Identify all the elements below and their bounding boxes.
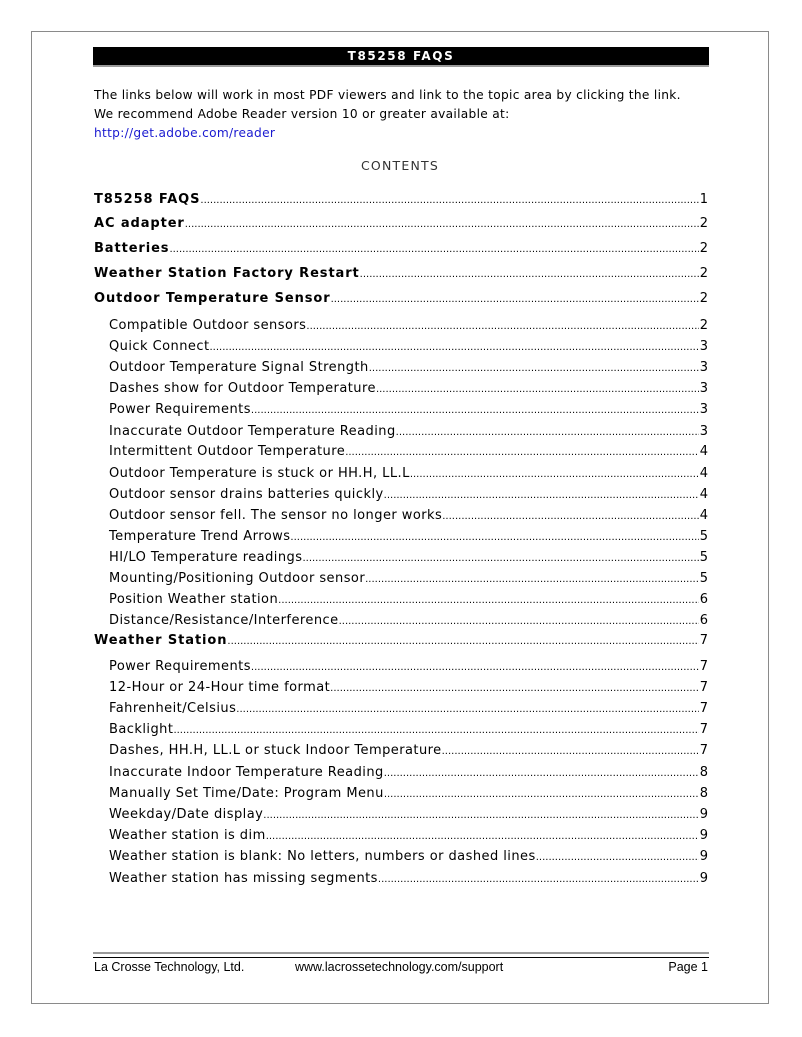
toc-entry[interactable] [94, 466, 708, 481]
toc-entry-page: 7 [699, 633, 708, 648]
footer-page-number: Page 1 [668, 960, 708, 974]
toc-entry-title: Distance/Resistance/Interference [109, 613, 339, 628]
toc-entry-page: 2 [699, 241, 708, 256]
toc-entry-title: Temperature Trend Arrows [109, 529, 291, 544]
toc-entry[interactable] [94, 241, 708, 256]
toc-entry-page: 4 [699, 466, 708, 481]
toc-entry[interactable] [94, 786, 708, 801]
toc-leader-dots [384, 768, 699, 779]
toc-leader-dots [302, 553, 698, 564]
toc-leader-dots [236, 704, 698, 715]
toc-entry-page: 3 [699, 381, 708, 396]
toc-entry-title: Weather Station [94, 633, 228, 648]
toc-leader-dots [345, 447, 699, 458]
toc-entry[interactable] [94, 828, 708, 843]
toc-leader-dots [185, 219, 699, 230]
toc-leader-dots [169, 244, 698, 255]
toc-entry-title: Inaccurate Indoor Temperature Reading [109, 765, 384, 780]
toc-leader-dots [384, 490, 699, 501]
toc-entry[interactable] [94, 633, 708, 648]
toc-entry-page: 9 [699, 807, 708, 822]
toc-entry[interactable] [94, 849, 708, 864]
toc-entry-title: Weekday/Date display [109, 807, 264, 822]
toc-entry-title: Power Requirements [109, 659, 251, 674]
toc-entry-title: Intermittent Outdoor Temperature [109, 444, 346, 459]
footer-divider [93, 952, 709, 958]
toc-entry-title: Power Requirements [109, 402, 251, 417]
toc-entry-title: Position Weather station [109, 592, 279, 607]
toc-leader-dots [227, 636, 698, 647]
toc-entry[interactable] [94, 871, 708, 886]
adobe-reader-link[interactable]: http://get.adobe.com/reader [94, 126, 276, 140]
toc-entry-title: Outdoor sensor fell. The sensor no longer works [109, 508, 443, 523]
toc-entry[interactable] [94, 318, 708, 333]
toc-leader-dots [369, 363, 699, 374]
toc-entry-page: 7 [699, 680, 708, 695]
toc-entry-title: Mounting/Positioning Outdoor sensor [109, 571, 366, 586]
toc-leader-dots [365, 574, 699, 585]
toc-entry[interactable] [94, 571, 708, 586]
toc-entry-page: 8 [699, 786, 708, 801]
toc-entry-page: 7 [699, 701, 708, 716]
toc-entry-page: 3 [699, 339, 708, 354]
toc-entry-title: Weather station has missing segments [109, 871, 378, 886]
toc-leader-dots [210, 342, 699, 353]
toc-leader-dots [410, 469, 699, 480]
toc-leader-dots [396, 427, 699, 438]
toc-entry-title: Weather Station Factory Restart [94, 266, 360, 281]
intro-line-1: The links below will work in most PDF viewers and link to the topic area by clicking the link. [94, 88, 681, 102]
toc-leader-dots [360, 269, 699, 280]
toc-entry[interactable] [94, 743, 708, 758]
toc-leader-dots [251, 405, 699, 416]
toc-entry[interactable] [94, 807, 708, 822]
toc-entry[interactable] [94, 613, 708, 628]
intro-text [94, 86, 714, 143]
toc-leader-dots [330, 683, 699, 694]
toc-entry-title: Quick Connect [109, 339, 210, 354]
toc-entry[interactable] [94, 659, 708, 674]
toc-entry-title: AC adapter [94, 216, 185, 231]
toc-leader-dots [266, 831, 699, 842]
toc-entry-title: Batteries [94, 241, 170, 256]
toc-leader-dots [173, 725, 698, 736]
toc-entry[interactable] [94, 216, 708, 231]
toc-leader-dots [378, 874, 699, 885]
toc-entry-page: 7 [699, 722, 708, 737]
toc-entry[interactable] [94, 550, 708, 565]
toc-entry-title: Inaccurate Outdoor Temperature Reading [109, 424, 396, 439]
toc-entry-title: Outdoor Temperature Sensor [94, 291, 331, 306]
toc-entry-page: 9 [699, 871, 708, 886]
toc-entry-page: 5 [699, 571, 708, 586]
toc-entry[interactable] [94, 487, 708, 502]
toc-leader-dots [536, 852, 699, 863]
toc-entry-page: 6 [699, 613, 708, 628]
toc-entry-title: Dashes, HH.H, LL.L or stuck Indoor Temperature [109, 743, 442, 758]
toc-entry[interactable] [94, 266, 708, 281]
toc-entry-page: 2 [699, 291, 708, 306]
toc-entry[interactable] [94, 592, 708, 607]
toc-entry[interactable] [94, 701, 708, 716]
toc-entry[interactable] [94, 424, 708, 439]
toc-entry[interactable] [94, 508, 708, 523]
footer-company: La Crosse Technology, Ltd. [94, 960, 245, 974]
toc-entry-page: 2 [699, 216, 708, 231]
toc-leader-dots [200, 195, 698, 206]
toc-leader-dots [306, 321, 698, 332]
toc-leader-dots [442, 746, 699, 757]
toc-entry-page: 4 [699, 444, 708, 459]
toc-entry-page: 3 [699, 402, 708, 417]
toc-entry-page: 2 [699, 318, 708, 333]
toc-entry[interactable] [94, 529, 708, 544]
toc-entry[interactable] [94, 722, 708, 737]
toc-leader-dots [263, 810, 698, 821]
toc-entry[interactable] [94, 444, 708, 459]
toc-entry-page: 7 [699, 743, 708, 758]
toc-leader-dots [290, 532, 698, 543]
toc-entry-title: HI/LO Temperature readings [109, 550, 303, 565]
toc-leader-dots [376, 384, 699, 395]
toc-leader-dots [384, 789, 699, 800]
toc-entry[interactable] [94, 291, 708, 306]
toc-entry[interactable] [94, 381, 708, 396]
toc-entry-title: 12-Hour or 24-Hour time format [109, 680, 331, 695]
toc-entry-page: 8 [699, 765, 708, 780]
toc-entry[interactable] [94, 680, 708, 695]
toc-entry[interactable] [94, 339, 708, 354]
toc-entry-page: 5 [699, 550, 708, 565]
toc-entry-page: 4 [699, 487, 708, 502]
document-title: T85258 FAQS [93, 47, 709, 67]
toc-leader-dots [251, 662, 699, 673]
toc-entry-page: 1 [699, 192, 708, 207]
toc-entry-page: 9 [699, 849, 708, 864]
toc-entry-page: 2 [699, 266, 708, 281]
toc-leader-dots [339, 616, 699, 627]
toc-entry-page: 4 [699, 508, 708, 523]
footer-website: www.lacrossetechnology.com/support [295, 960, 504, 974]
toc-entry-page: 3 [699, 360, 708, 375]
toc-entry-title: Outdoor sensor drains batteries quickly [109, 487, 384, 502]
intro-line-2: We recommend Adobe Reader version 10 or greater available at: [94, 107, 510, 121]
toc-entry-title: Manually Set Time/Date: Program Menu [109, 786, 384, 801]
toc-entry-title: Outdoor Temperature is stuck or HH.H, LL.L [109, 466, 410, 481]
toc-entry-title: Weather station is dim [109, 828, 266, 843]
toc-entry-page: 9 [699, 828, 708, 843]
toc-entry-title: Backlight [109, 722, 174, 737]
toc-entry-page: 3 [699, 424, 708, 439]
toc-entry-page: 7 [699, 659, 708, 674]
toc-entry-title: Outdoor Temperature Signal Strength [109, 360, 369, 375]
toc-entry-title: Fahrenheit/Celsius [109, 701, 237, 716]
toc-entry-title: Compatible Outdoor sensors [109, 318, 307, 333]
toc-leader-dots [278, 595, 699, 606]
toc-entry-page: 6 [699, 592, 708, 607]
contents-heading: CONTENTS [361, 158, 439, 173]
toc-entry-page: 5 [699, 529, 708, 544]
toc-leader-dots [442, 511, 698, 522]
toc-entry-title: T85258 FAQS [94, 192, 201, 207]
toc-entry-title: Weather station is blank: No letters, numbers or dashed lines [109, 849, 536, 864]
toc-entry[interactable] [94, 765, 708, 780]
toc-entry[interactable] [94, 402, 708, 417]
toc-leader-dots [331, 294, 699, 305]
toc-entry[interactable] [94, 192, 708, 207]
toc-entry-title: Dashes show for Outdoor Temperature [109, 381, 376, 396]
toc-entry[interactable] [94, 360, 708, 375]
